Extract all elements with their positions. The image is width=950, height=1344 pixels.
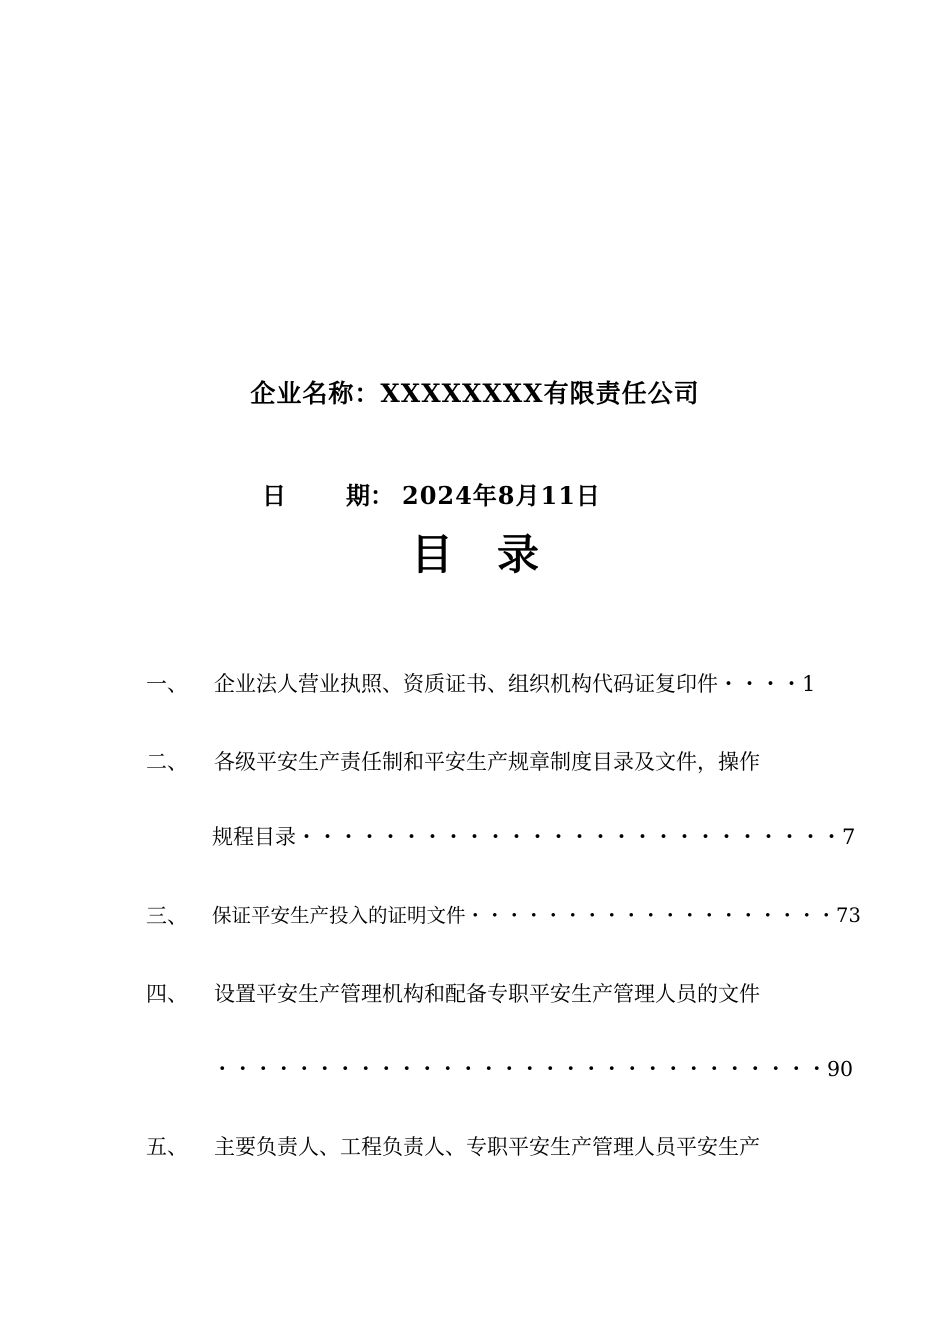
toc-title: [0, 522, 950, 582]
toc-entry-number: 四、: [146, 982, 188, 1006]
toc-entry-number: 五、: [146, 1135, 188, 1159]
toc-entry-line: [214, 668, 815, 698]
toc-entry-text: 各级平安生产责任制和平安生产规章制度目录及文件，操作: [214, 750, 760, 774]
toc-entry-line: [212, 1052, 853, 1082]
toc-entry-line: [212, 821, 855, 851]
toc-page-number: 73: [836, 904, 861, 927]
toc-entry-text: 主要负责人、工程负责人、专职平安生产管理人员平安生产: [214, 1135, 760, 1159]
toc-page-number: 7: [842, 825, 856, 849]
toc-entry-line: [212, 900, 861, 928]
toc-entry-number: 三、: [146, 904, 188, 928]
company-name: 企业名称：XXXXXXXX有限责任公司: [250, 379, 700, 408]
toc-entry-text-continued: 规程目录: [212, 825, 296, 849]
toc-entry-number: 一、: [146, 672, 188, 696]
date-value: 2024年8月11日: [402, 481, 601, 510]
toc-leader-dots: ・・・・・・・・・・・・・・・・・・・・・・・・・・・・・・: [212, 1057, 827, 1081]
toc-leader-dots: ・・・・・・・・・・・・・・・・・・・・・・・・・・: [296, 825, 842, 849]
toc-entry-text: 保证平安生产投入的证明文件: [212, 904, 466, 927]
toc-leader-dots: ・・・・: [718, 672, 802, 696]
toc-entry-number: 二、: [146, 750, 188, 774]
date-label-second: 期：: [346, 481, 394, 510]
toc-title-char-1: 目: [410, 530, 453, 579]
toc-leader-dots: ・・・・・・・・・・・・・・・・・・・: [465, 904, 837, 927]
date-label-first: 日: [262, 481, 286, 510]
toc-title-char-2: 录: [497, 530, 540, 579]
toc-entry-text: 设置平安生产管理机构和配备专职平安生产管理人员的文件: [214, 982, 760, 1006]
toc-page-number: 90: [827, 1057, 854, 1081]
toc-entry-text: 企业法人营业执照、资质证书、组织机构代码证复印件: [214, 672, 718, 696]
toc-page-number: 1: [802, 672, 816, 696]
